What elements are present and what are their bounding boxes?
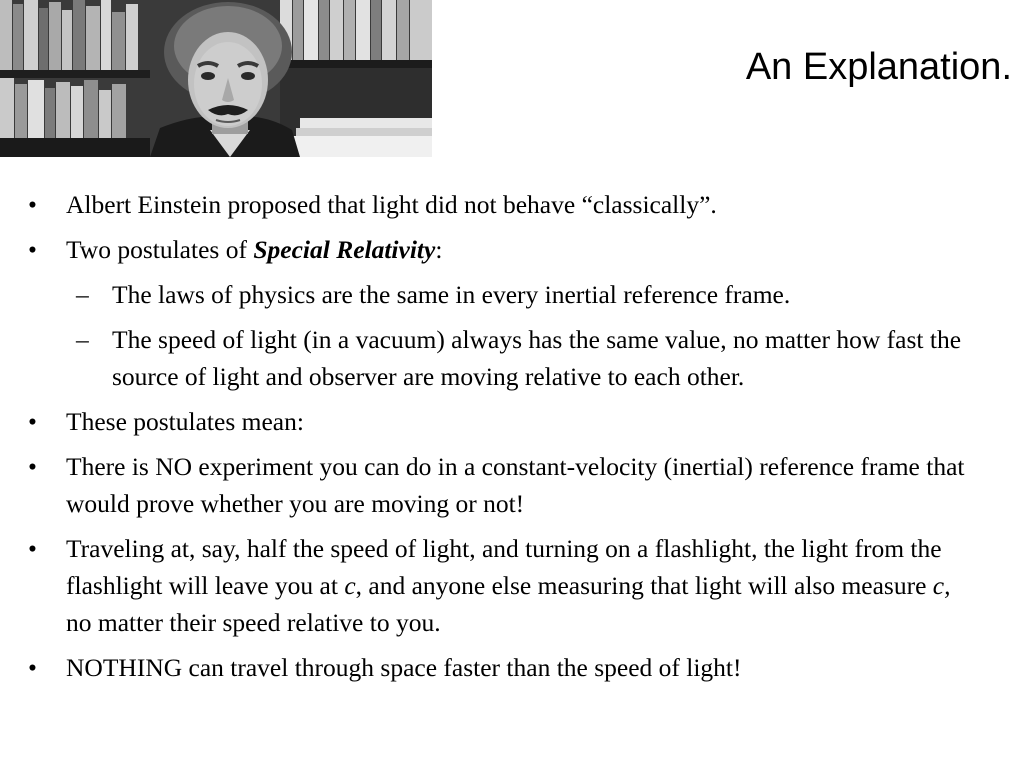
sub-bullet-item xyxy=(66,321,978,395)
bullet-text: These postulates mean: xyxy=(66,407,304,436)
bullet-text-prefix: Two postulates of xyxy=(66,235,254,264)
sub-bullet-text: The laws of physics are the same in every inertial reference frame. xyxy=(112,280,791,309)
bullet-emphasis: Special Relativity xyxy=(253,235,436,264)
portrait-photo xyxy=(0,0,432,157)
speed-of-light-symbol: c, xyxy=(932,571,951,600)
bullet-list xyxy=(28,186,978,694)
sub-bullet-list xyxy=(66,276,978,395)
bullet-text-part: , and anyone else measuring that light will also measure xyxy=(355,571,933,600)
bullet-text-part: Traveling at, say, half the speed of light, and turning on a flashlight, the light from the flashlight will leave you at xyxy=(66,534,942,600)
bullet-text: Albert Einstein proposed that light did not behave “classically”. xyxy=(66,190,717,219)
bullet-item xyxy=(28,186,978,223)
bullet-text-part: no matter their speed relative to you. xyxy=(66,608,441,637)
sub-bullet-text: The speed of light (in a vacuum) always has the same value, no matter how fast the source of light and observer are moving relative to each other. xyxy=(112,325,962,391)
bullet-item xyxy=(28,231,978,395)
bullet-text: NOTHING can travel through space faster than the speed of light! xyxy=(66,653,742,682)
bullet-item xyxy=(28,448,978,522)
bullet-item xyxy=(28,649,978,686)
bullet-item xyxy=(28,530,978,641)
slide-title: An Explanation. xyxy=(745,46,1012,88)
bullet-text-suffix: : xyxy=(435,235,443,264)
sub-bullet-item xyxy=(66,276,978,313)
bullet-text: There is NO experiment you can do in a constant-velocity (inertial) reference frame that would prove whether you are moving or not! xyxy=(66,452,965,518)
speed-of-light-symbol: c xyxy=(344,571,356,600)
bullet-item xyxy=(28,403,978,440)
